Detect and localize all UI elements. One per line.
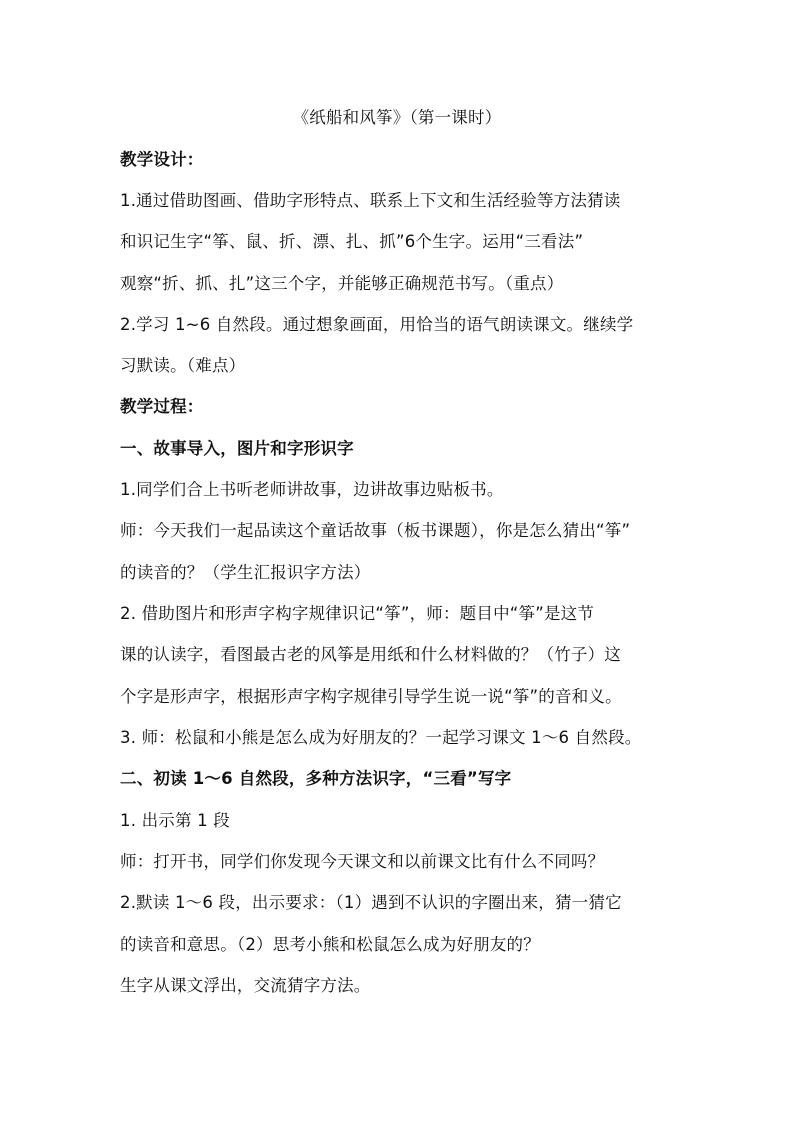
heading-teaching-design: 教学设计： (120, 150, 204, 169)
paragraph-line: 观察“折、抓、扎”这三个字，并能够正确规范书写。（重点） (120, 274, 564, 293)
heading-teaching-process: 教学过程： (120, 397, 204, 416)
paragraph-line: 师：今天我们一起品读这个童话故事（板书课题），你是怎么猜出“筝” (120, 521, 631, 540)
paragraph-line: 个字是形声字，根据形声字构字规律引导学生说一说“筝”的音和义。 (120, 687, 622, 706)
section-heading-1: 一、故事导入，图片和字形识字 (120, 439, 354, 458)
paragraph-line: 1.通过借助图画、借助字形特点、联系上下文和生活经验等方法猜读 (120, 191, 621, 210)
paragraph-line: 3. 师：松鼠和小熊是怎么成为好朋友的？一起学习课文 1～6 自然段。 (120, 728, 642, 747)
section-heading-2: 二、初读 1～6 自然段，多种方法识字，“三看”写字 (120, 769, 512, 788)
paragraph-line: 2. 借助图片和形声字构字规律识记“筝”，师：题目中“筝”是这节 (120, 604, 595, 623)
paragraph-line: 习默读。（难点） (120, 356, 246, 375)
paragraph-line: 课的认读字，看图最古老的风筝是用纸和什么材料做的？（竹子）这 (120, 645, 621, 664)
paragraph-line: 生字从课文浮出，交流猜字方法。 (120, 976, 371, 995)
paragraph-line: 2.默读 1～6 段，出示要求：（1）遇到不认识的字圈出来，猜一猜它 (120, 893, 622, 912)
paragraph-line: 和识记生字“筝、鼠、折、漂、扎、抓”6个生字。运用“三看法” (120, 232, 584, 251)
paragraph-line: 的读音的？（学生汇报识字方法） (120, 563, 371, 582)
paragraph-line: 师：打开书，同学们你发现今天课文和以前课文比有什么不同吗？ (120, 852, 605, 871)
paragraph-line: 2.学习 1~6 自然段。通过想象画面，用恰当的语气朗读课文。继续学 (120, 315, 634, 334)
paragraph-line: 1. 出示第 1 段 (120, 811, 230, 830)
paragraph-line: 的读音和意思。（2）思考小熊和松鼠怎么成为好朋友的？ (120, 935, 540, 954)
paragraph-line: 1.同学们合上书听老师讲故事，边讲故事边贴板书。 (120, 480, 504, 499)
document-title: 《纸船和风筝》（第一课时） (292, 108, 502, 127)
